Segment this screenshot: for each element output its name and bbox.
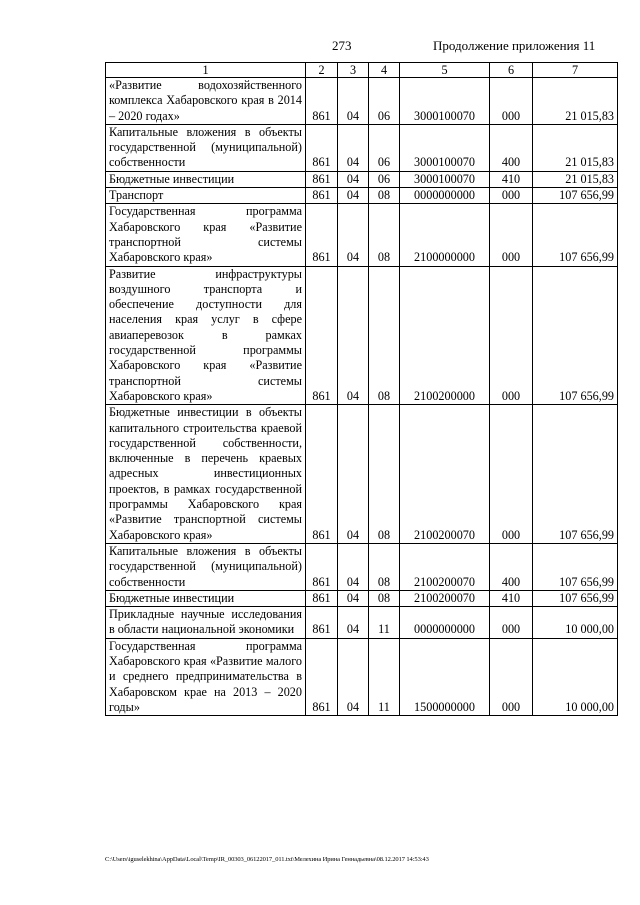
cell-subsection: 08 bbox=[369, 204, 400, 266]
cell-amount: 107 656,99 bbox=[533, 266, 618, 405]
cell-amount: 21 015,83 bbox=[533, 78, 618, 125]
cell-ministry-code: 861 bbox=[306, 638, 338, 715]
page-number: 273 bbox=[332, 38, 352, 53]
row-description: Бюджетные инвестиции bbox=[106, 590, 306, 606]
table-row bbox=[106, 590, 618, 606]
cell-section: 04 bbox=[338, 78, 369, 125]
cell-subsection: 08 bbox=[369, 266, 400, 405]
cell-target-article: 2100200070 bbox=[400, 543, 490, 590]
cell-ministry-code: 861 bbox=[306, 171, 338, 187]
cell-expense-type: 410 bbox=[490, 590, 533, 606]
cell-target-article: 2100200070 bbox=[400, 405, 490, 544]
file-path-footer: C:\Users\iguselekhina\AppData\Local\Temp\IR_00303_06122017_011.txt\Мелехина Ирина Геннадьевна\08.12.2017 14:53:43 bbox=[105, 856, 429, 863]
row-description: Капитальные вложения в объекты государственной (муниципальной) собственности bbox=[106, 124, 306, 171]
table-row bbox=[106, 405, 618, 544]
cell-section: 04 bbox=[338, 266, 369, 405]
cell-amount: 107 656,99 bbox=[533, 204, 618, 266]
cell-expense-type: 000 bbox=[490, 405, 533, 544]
row-description: Капитальные вложения в объекты государственной (муниципальной) собственности bbox=[106, 543, 306, 590]
cell-target-article: 3000100070 bbox=[400, 124, 490, 171]
cell-subsection: 08 bbox=[369, 590, 400, 606]
row-description: Транспорт bbox=[106, 188, 306, 204]
cell-section: 04 bbox=[338, 124, 369, 171]
cell-subsection: 08 bbox=[369, 405, 400, 544]
table-row bbox=[106, 607, 618, 639]
cell-expense-type: 000 bbox=[490, 188, 533, 204]
cell-amount: 107 656,99 bbox=[533, 188, 618, 204]
cell-subsection: 06 bbox=[369, 78, 400, 125]
cell-ministry-code: 861 bbox=[306, 78, 338, 125]
cell-expense-type: 000 bbox=[490, 78, 533, 125]
column-header: 1 bbox=[106, 63, 306, 78]
page-caption: Продолжение приложения 11 bbox=[433, 38, 596, 53]
cell-target-article: 3000100070 bbox=[400, 171, 490, 187]
column-header: 5 bbox=[400, 63, 490, 78]
cell-target-article: 3000100070 bbox=[400, 78, 490, 125]
cell-amount: 21 015,83 bbox=[533, 124, 618, 171]
table-row bbox=[106, 124, 618, 171]
cell-ministry-code: 861 bbox=[306, 188, 338, 204]
cell-ministry-code: 861 bbox=[306, 607, 338, 639]
column-header: 3 bbox=[338, 63, 369, 78]
table-row bbox=[106, 204, 618, 266]
cell-amount: 10 000,00 bbox=[533, 638, 618, 715]
row-description: Государственная программа Хабаровского края «Развитие малого и среднего предпринимательства в Хабаровском крае на 2013 – 2020 годы» bbox=[106, 638, 306, 715]
budget-table bbox=[105, 62, 618, 716]
cell-subsection: 11 bbox=[369, 638, 400, 715]
table-row bbox=[106, 266, 618, 405]
column-header: 6 bbox=[490, 63, 533, 78]
row-description: Развитие инфраструктуры воздушного транспорта и обеспечение доступности для населения края услуг в сфере авиаперевозок в рамках государственной программы Хабаровского края «Развитие транспортной системы Хабаровского края» bbox=[106, 266, 306, 405]
cell-expense-type: 000 bbox=[490, 204, 533, 266]
column-header: 4 bbox=[369, 63, 400, 78]
cell-ministry-code: 861 bbox=[306, 124, 338, 171]
cell-amount: 107 656,99 bbox=[533, 405, 618, 544]
cell-section: 04 bbox=[338, 607, 369, 639]
cell-expense-type: 000 bbox=[490, 607, 533, 639]
cell-target-article: 2100200000 bbox=[400, 266, 490, 405]
cell-amount: 21 015,83 bbox=[533, 171, 618, 187]
cell-amount: 10 000,00 bbox=[533, 607, 618, 639]
cell-expense-type: 400 bbox=[490, 124, 533, 171]
table-row bbox=[106, 638, 618, 715]
row-description: Бюджетные инвестиции в объекты капитального строительства краевой государственной собственности, включенные в перечень краевых адресных инвестиционных проектов, в рамках государственной программы Хабаровского края «Развитие транспортной системы Хабаровского края» bbox=[106, 405, 306, 544]
cell-target-article: 2100200070 bbox=[400, 590, 490, 606]
table-row bbox=[106, 188, 618, 204]
cell-amount: 107 656,99 bbox=[533, 543, 618, 590]
cell-subsection: 11 bbox=[369, 607, 400, 639]
cell-ministry-code: 861 bbox=[306, 590, 338, 606]
cell-section: 04 bbox=[338, 590, 369, 606]
table-row bbox=[106, 543, 618, 590]
cell-target-article: 1500000000 bbox=[400, 638, 490, 715]
cell-target-article: 0000000000 bbox=[400, 188, 490, 204]
table-row bbox=[106, 78, 618, 125]
table-header-row bbox=[106, 63, 618, 78]
row-description: «Развитие водохозяйственного комплекса Хабаровского края в 2014 – 2020 годах» bbox=[106, 78, 306, 125]
cell-target-article: 0000000000 bbox=[400, 607, 490, 639]
cell-ministry-code: 861 bbox=[306, 266, 338, 405]
row-description: Прикладные научные исследования в области национальной экономики bbox=[106, 607, 306, 639]
table-row bbox=[106, 171, 618, 187]
cell-subsection: 06 bbox=[369, 124, 400, 171]
cell-section: 04 bbox=[338, 405, 369, 544]
cell-section: 04 bbox=[338, 543, 369, 590]
cell-expense-type: 000 bbox=[490, 266, 533, 405]
cell-ministry-code: 861 bbox=[306, 204, 338, 266]
cell-subsection: 08 bbox=[369, 188, 400, 204]
cell-ministry-code: 861 bbox=[306, 405, 338, 544]
cell-section: 04 bbox=[338, 188, 369, 204]
row-description: Государственная программа Хабаровского края «Развитие транспортной системы Хабаровского края» bbox=[106, 204, 306, 266]
cell-section: 04 bbox=[338, 638, 369, 715]
cell-expense-type: 000 bbox=[490, 638, 533, 715]
cell-subsection: 06 bbox=[369, 171, 400, 187]
cell-target-article: 2100000000 bbox=[400, 204, 490, 266]
cell-section: 04 bbox=[338, 171, 369, 187]
cell-expense-type: 410 bbox=[490, 171, 533, 187]
column-header: 7 bbox=[533, 63, 618, 78]
row-description: Бюджетные инвестиции bbox=[106, 171, 306, 187]
column-header: 2 bbox=[306, 63, 338, 78]
cell-subsection: 08 bbox=[369, 543, 400, 590]
cell-amount: 107 656,99 bbox=[533, 590, 618, 606]
cell-section: 04 bbox=[338, 204, 369, 266]
cell-ministry-code: 861 bbox=[306, 543, 338, 590]
cell-expense-type: 400 bbox=[490, 543, 533, 590]
